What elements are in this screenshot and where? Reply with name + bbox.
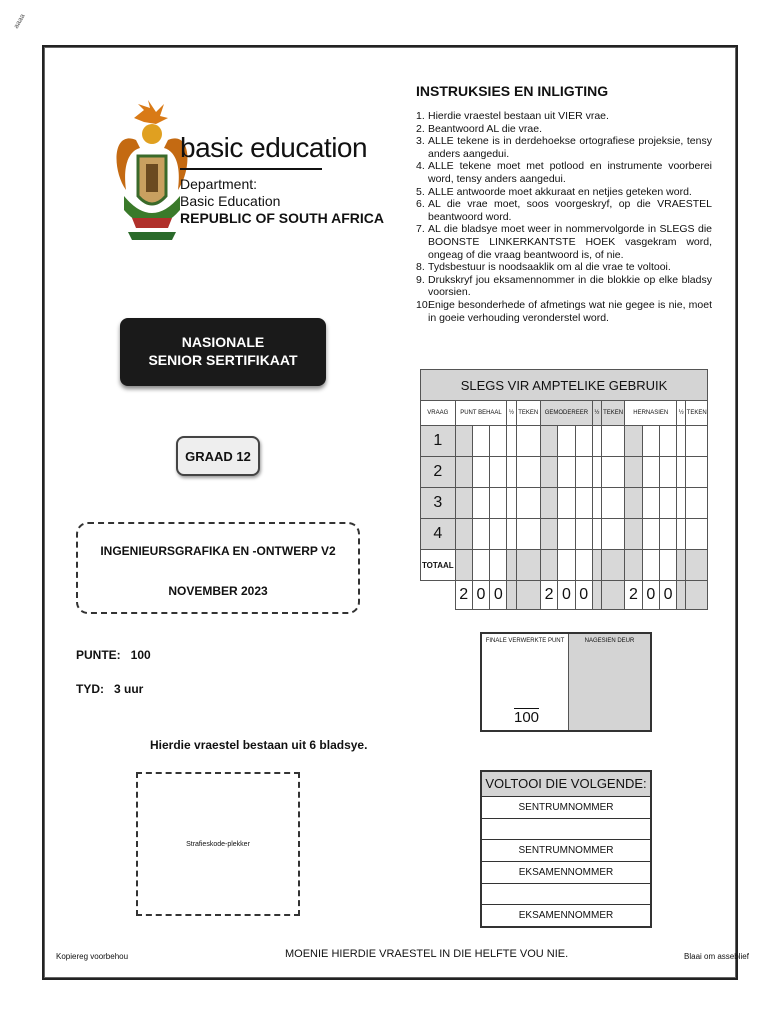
list-item [416, 123, 712, 136]
item-number: 5. [416, 185, 425, 198]
banner-line2: SENIOR SERTIFIKAAT [148, 352, 298, 368]
table-row [421, 457, 708, 488]
digit: 0 [575, 581, 592, 610]
marked-by-cell [569, 634, 650, 730]
list-item [416, 223, 712, 261]
digit: 2 [625, 581, 642, 610]
col-gemodereer: GEMODEREER [540, 401, 592, 426]
item-number: 1. [416, 110, 425, 122]
item-text: ALLE antwoorde moet akkuraat en netjies geteken word. [428, 185, 692, 198]
col-half: ½ [677, 401, 686, 426]
logo-department [180, 176, 384, 227]
pages-note: Hierdie vraestel bestaan uit 6 bladsye. [150, 738, 368, 752]
final-mark-label: FINALE VERWERKTE PUNT [485, 638, 565, 644]
centre-number-label: SENTRUMNOMMER [482, 797, 650, 819]
exam-number-label: EKSAMENNOMMER [482, 862, 650, 884]
digit: 0 [659, 581, 676, 610]
barcode-label: Strafieskode-plekker [186, 840, 250, 848]
footer-copyright: Kopiereg voorbehou [56, 952, 129, 961]
list-item [416, 198, 712, 223]
col-half: ½ [592, 401, 601, 426]
item-number: 6. [416, 198, 425, 211]
official-title: SLEGS VIR AMPTELIKE GEBRUIK [421, 370, 708, 401]
list-item [416, 160, 712, 185]
subject-box [76, 522, 360, 614]
question-number: 2 [421, 457, 456, 488]
col-punt: PUNT BEHAAL [455, 401, 507, 426]
coat-of-arms-logo [108, 100, 338, 250]
logo-divider [180, 168, 322, 170]
exam-number-label: EKSAMENNOMMER [518, 910, 614, 921]
table-row [421, 519, 708, 550]
list-item [416, 135, 712, 160]
item-text: Tydsbestuur is noodsaaklik om al die vrae te voltooi. [428, 261, 671, 274]
barcode-placeholder [136, 772, 300, 916]
final-mark-box [480, 632, 652, 732]
item-number: 2. [416, 122, 425, 135]
complete-title: VOLTOOI DIE VOLGENDE: [482, 772, 650, 797]
item-text: Enige besonderhede of afmetings wat nie gegee is nie, moet in goeie verhouding veronderstel word. [428, 298, 712, 324]
question-number: 3 [421, 488, 456, 519]
subject-date: NOVEMBER 2023 [168, 584, 268, 598]
final-mark-cell [482, 634, 569, 730]
exam-number-field[interactable] [482, 884, 650, 905]
department-line2: Basic Education [180, 193, 281, 209]
nsc-banner [120, 318, 326, 386]
item-number: 9. [416, 273, 425, 286]
item-number: 8. [416, 261, 425, 274]
table-row [421, 488, 708, 519]
digit: 0 [558, 581, 575, 610]
footer-notice: MOENIE HIERDIE VRAESTEL IN DIE HELFTE VOU NIE. [285, 948, 569, 960]
corner-mark: aaaa [12, 13, 27, 30]
question-number: 4 [421, 519, 456, 550]
grade-badge: GRAAD 12 [176, 436, 260, 476]
centre-number-field[interactable] [482, 819, 650, 840]
item-text: ALLE tekene is in derdehoekse ortografiese projeksie, tensy anders aangedui. [428, 135, 712, 160]
digit: 2 [455, 581, 472, 610]
footer-turn-over: Blaai om asseblief [684, 952, 749, 961]
col-hernasien: HERNASIEN [625, 401, 677, 426]
time-label: TYD: 3 uur [76, 682, 144, 696]
col-vraag: VRAAG [421, 401, 456, 426]
coat-of-arms-icon [117, 100, 188, 240]
col-teken: TEKEN [516, 401, 540, 426]
banner-line1: NASIONALE [181, 334, 265, 350]
digit: 2 [540, 581, 557, 610]
list-item [416, 299, 712, 324]
digit: 0 [642, 581, 659, 610]
item-number: 3. [416, 135, 425, 148]
item-text: ALLE tekene moet met potlood en instrumente voorberei word, tensy anders aangedui. [428, 160, 712, 185]
list-item [416, 186, 712, 199]
digit: 0 [472, 581, 489, 610]
list-item [416, 274, 712, 299]
item-number: 4. [416, 160, 425, 173]
marks-label: PUNTE: 100 [76, 648, 151, 662]
total-label: TOTAAL [421, 550, 456, 581]
list-item [416, 110, 712, 123]
item-text: AL die bladsye moet weer in nommervolgorde in SLEGS die BOONSTE LINKERKANTSTE HOEK vasgekram word, ongeag of die vraag beantwoord is, of nie. [428, 223, 712, 261]
item-text: Beantwoord AL die vrae. [428, 122, 543, 135]
max-marks-row [421, 581, 708, 610]
digit: 0 [490, 581, 507, 610]
question-number: 1 [421, 426, 456, 457]
col-half: ½ [507, 401, 516, 426]
marked-by-label: NAGESIEN DEUR [584, 638, 635, 644]
final-mark-total: 100 [514, 709, 540, 726]
item-number: 7. [416, 223, 425, 236]
list-item [416, 261, 712, 274]
col-teken: TEKEN [686, 401, 708, 426]
logo-title: basic education [180, 132, 368, 163]
instructions-list [416, 110, 712, 324]
centre-number-label: SENTRUMNOMMER [482, 840, 650, 862]
item-text: AL die vrae moet, soos voorgeskryf, op die VRAESTEL beantwoord word. [428, 198, 712, 223]
item-text: Drukskryf jou eksamennommer in die blokkie op elke bladsy voorsien. [428, 273, 712, 299]
total-row [421, 550, 708, 581]
col-teken: TEKEN [601, 401, 624, 426]
department-line1: Department: [180, 176, 258, 192]
item-text: Hierdie vraestel bestaan uit VIER vrae. [428, 110, 609, 122]
official-use-table [420, 369, 708, 610]
complete-following-box [480, 770, 652, 928]
subject-name: INGENIEURSGRAFIKA EN -ONTWERP V2 [100, 544, 336, 558]
table-row [421, 426, 708, 457]
country-name: REPUBLIC OF SOUTH AFRICA [180, 210, 385, 226]
instructions-title: INSTRUKSIES EN INLIGTING [416, 83, 609, 99]
item-number: 10. [416, 298, 431, 311]
